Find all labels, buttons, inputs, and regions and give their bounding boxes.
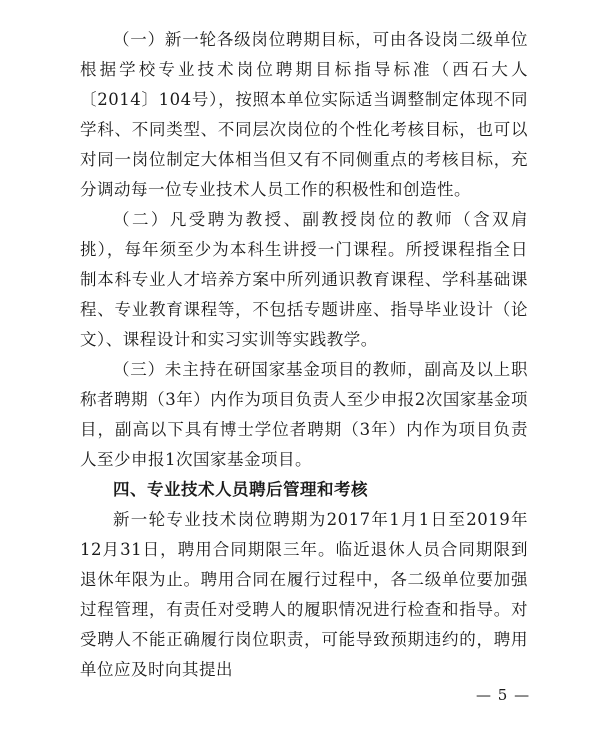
- page-number: — 5 —: [476, 686, 531, 704]
- section-heading: 四、专业技术人员聘后管理和考核: [113, 480, 368, 499]
- paragraph-research-funding: （三）未主持在研国家基金项目的教师，副高及以上职称者聘期（3年）内作为项目负责人至少申报2次国家基金项目，副高以下具有博士学位者聘期（3年）内作为项目负责人至少申报1次国家基金项目。: [80, 360, 528, 469]
- paragraph-term-management: 新一轮专业技术岗位聘期为2017年1月1日至2019年12月31日，聘用合同期限三年。临近退休人员合同期限到退休年限为止。聘用合同在履行过程中，各二级单位要加强过程管理，有责任对受聘人的履职情况进行检查和指导。对受聘人不能正确履行岗位职责，可能导致预期违约的，聘用单位应及时向其提出: [80, 510, 528, 679]
- paragraph-goals: （一）新一轮各级岗位聘期目标，可由各设岗二级单位根据学校专业技术岗位聘期目标指导标准（西石大人〔2014〕104号），按照本单位实际适当调整制定体现不同学科、不同类型、不同层次岗位的个性化考核目标，也可以对同一岗位制定大体相当但又有不同侧重点的考核目标，充分调动每一位专业技术人员工作的积极性和创造性。: [80, 30, 528, 199]
- paragraph-teaching: （二）凡受聘为教授、副教授岗位的教师（含双肩挑），每年须至少为本科生讲授一门课程。所授课程指全日制本科专业人才培养方案中所列通识教育课程、学科基础课程、专业教育课程等，不包括专题讲座、指导毕业设计（论文）、课程设计和实习实训等实践教学。: [80, 210, 528, 349]
